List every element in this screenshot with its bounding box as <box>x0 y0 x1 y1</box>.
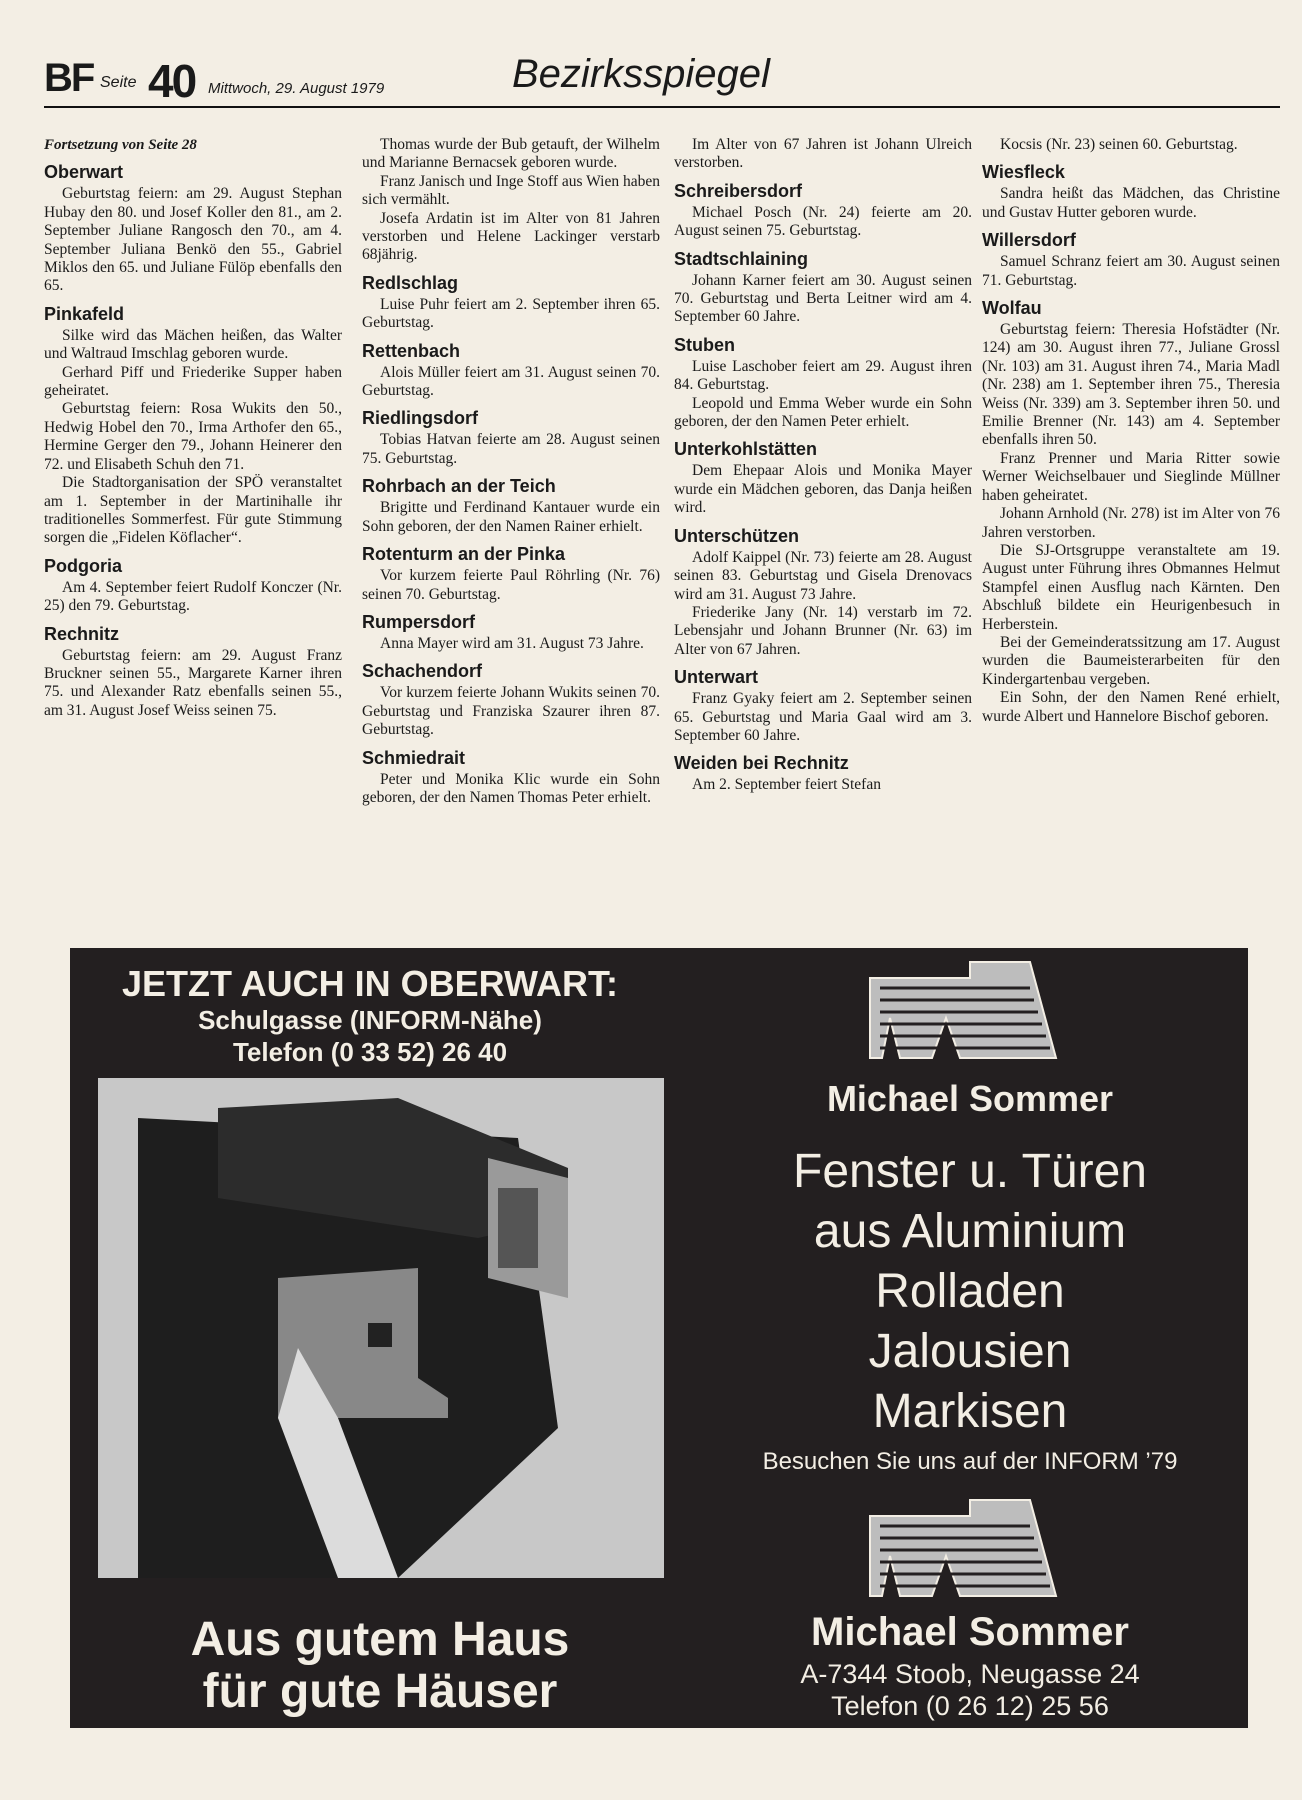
ad-street: Schulgasse (INFORM-Nähe) <box>198 1005 542 1035</box>
paragraph: Geburtstag feiern: am 29. August Franz Bruckner seinen 55., Margarete Karner ihren 75. und Alexander Ratz ebenfalls seinen 55., am 31. August Josef Weiss seinen 75. <box>44 646 342 719</box>
place-heading: Wolfau <box>982 298 1042 319</box>
page-number: 40 <box>148 55 196 107</box>
place-heading: Schreibersdorf <box>674 180 803 201</box>
paragraph: Franz Janisch und Inge Stoff aus Wien haben sich vermählt. <box>362 172 660 209</box>
paragraph: Anna Mayer wird am 31. August 73 Jahre. <box>380 634 644 652</box>
ad-slogan <box>110 1614 650 1718</box>
section-title: Bezirksspiegel <box>512 52 770 96</box>
ad-product-list <box>710 1142 1230 1442</box>
ad-address-block <box>720 1658 1220 1722</box>
paragraph: Tobias Hatvan feierte am 28. August seinen 75. Geburtstag. <box>362 431 660 467</box>
ad-brand-name-bottom: Michael Sommer <box>811 1610 1129 1654</box>
place-heading: Riedlingsdorf <box>362 408 478 429</box>
paragraph: Im Alter von 67 Jahren ist Johann Ulreich verstorben. <box>674 136 972 172</box>
place-heading: Unterkohlstätten <box>674 439 818 460</box>
place-heading: Willersdorf <box>982 230 1076 251</box>
ad-visit-note: Besuchen Sie uns auf der INFORM ’79 <box>762 1448 1178 1475</box>
paragraph: Geburtstag feiern: Rosa Wukits den 50., Hedwig Hobel den 70., Irma Arthofer den 65., Hermine Gerger den 79., Johann Heinerer den 72. und Elisabeth Schuh den 71. <box>44 400 342 473</box>
paragraph: Gerhard Piff und Friederike Supper haben geheiratet. <box>44 363 342 400</box>
slogan-line-2: für gute Häuser <box>202 1665 558 1718</box>
product-line: Markisen <box>872 1385 1068 1438</box>
paragraph: Geburtstag feiern: am 29. August Stephan Hubay den 80. und Josef Koller den 81., am 2. September Juliane Rangosch den 70., am 4. September Juliana Benkö den 55., Gabriel Miklos den 65. und Juliane Fülöp ebenfalls den 65. <box>44 185 342 295</box>
paragraph: Am 4. September feiert Rudolf Konczer (Nr. 25) den 79. Geburtstag. <box>44 578 342 615</box>
ad-headline: JETZT AUCH IN OBERWART: <box>121 963 618 1004</box>
place-heading: Schmiedrait <box>362 747 466 768</box>
paragraph: Brigitte und Ferdinand Kantauer wurde ein Sohn geboren, der den Namen Rainer erhielt. <box>362 499 660 535</box>
place-heading: Wiesfleck <box>982 162 1065 183</box>
paragraph: Michael Posch (Nr. 24) feierte am 20. August seinen 75. Geburtstag. <box>674 203 972 240</box>
paragraph: Bei der Gemeinderatssitzung am 17. August wurden die Baumeisterarbeiten für den Kindergartenbau vergeben. <box>982 633 1280 688</box>
paragraph: Am 2. September feiert Stefan <box>692 776 881 794</box>
ad-phone-oberwart: Telefon (0 33 52) 26 40 <box>232 1037 508 1067</box>
paragraph: Silke wird das Mächen heißen, das Walter und Waltraud Imschlag geboren wurde. <box>44 326 342 363</box>
paragraph: Die Stadtorganisation der SPÖ veranstaltet am 1. September in der Martinihalle ihr traditionelles Sommerfest. Für gute Stimmung sorgen die „Fidelen Köflacher“. <box>44 474 342 547</box>
ms-logo-icon <box>860 958 1060 1062</box>
paragraph: Thomas wurde der Bub getauft, der Wilhelm und Marianne Bernacsek geboren wurde. <box>362 136 660 172</box>
column-2 <box>362 136 660 807</box>
paragraph: Kocsis (Nr. 23) seinen 60. Geburtstag. <box>1000 136 1238 153</box>
ad-brand-name: Michael Sommer <box>826 1078 1114 1119</box>
paragraph: Franz Gyaky feiert am 2. September seinen 65. Geburtstag und Maria Gaal wird am 3. September 60 Jahre. <box>674 690 972 744</box>
paragraph: Adolf Kaippel (Nr. 73) feierte am 28. August seinen 83. Geburtstag und Gisela Drenovacs wird am 31. August 73 Jahre. <box>674 548 972 603</box>
issue-date: Mittwoch, 29. August 1979 <box>208 80 385 97</box>
place-heading: Weiden bei Rechnitz <box>674 753 849 774</box>
column-1 <box>44 136 342 720</box>
paragraph: Luise Laschober feiert am 29. August ihren 84. Geburtstag. <box>674 357 972 394</box>
ad-header <box>70 964 670 1068</box>
column-4 <box>982 136 1280 726</box>
paragraph: Samuel Schranz feiert am 30. August seinen 71. Geburtstag. <box>982 253 1280 289</box>
place-heading: Unterschützen <box>674 525 800 546</box>
product-line: Fenster u. Türen <box>793 1145 1147 1198</box>
advertisement <box>70 948 1248 1728</box>
product-line: Rolladen <box>875 1265 1065 1318</box>
place-heading: Redlschlag <box>362 272 459 293</box>
paragraph: Luise Puhr feiert am 2. September ihren 65. Geburtstag. <box>362 295 660 332</box>
product-line: Jalousien <box>868 1325 1072 1378</box>
paragraph: Peter und Monika Klic wurde ein Sohn geboren, der den Namen Thomas Peter erhielt. <box>362 770 660 806</box>
place-heading: Podgoria <box>44 555 123 576</box>
paragraph: Leopold und Emma Weber wurde ein Sohn geboren, der den Namen Peter erhielt. <box>674 394 972 431</box>
paragraph: Dem Ehepaar Alois und Monika Mayer wurde ein Mädchen geboren, das Danja heißen wird. <box>674 462 972 517</box>
slogan-line-1: Aus gutem Haus <box>190 1613 570 1666</box>
product-line: aus Aluminium <box>813 1205 1127 1258</box>
place-heading: Rohrbach an der Teich <box>362 476 556 497</box>
ad-address: A-7344 Stoob, Neugasse 24 <box>800 1659 1140 1689</box>
place-heading: Rotenturm an der Pinka <box>362 544 566 565</box>
masthead <box>44 52 1280 108</box>
paragraph: Josefa Ardatin ist im Alter von 81 Jahren verstorben und Helene Lackinger verstarb 68jährig. <box>362 209 660 264</box>
paragraph: Johann Arnhold (Nr. 278) ist im Alter von 76 Jahren verstorben. <box>982 505 1280 541</box>
place-heading: Pinkafeld <box>44 303 125 324</box>
paragraph: Vor kurzem feierte Johann Wukits seinen 70. Geburtstag und Franziska Szaurer ihren 87. Geburtstag. <box>362 684 660 739</box>
place-heading: Rumpersdorf <box>362 611 476 632</box>
paragraph: Die SJ-Ortsgruppe veranstaltete am 19. August unter Führung ihres Obmannes Helmut Stampfel einen Ausflug nach Kärnten. Den Abschluß bildete ein Heurigenbesuch in Herberstein. <box>982 541 1280 633</box>
paragraph: Johann Karner feiert am 30. August seinen 70. Geburtstag und Berta Leitner wird am 4. September 60 Jahre. <box>674 271 972 326</box>
place-heading: Stadtschlaining <box>674 248 809 269</box>
paragraph: Franz Prenner und Maria Ritter sowie Werner Weichselbauer und Sieglinde Müllner haben geheiratet. <box>982 449 1280 504</box>
paragraph: Geburtstag feiern: Theresia Hofstädter (Nr. 124) am 30. August ihren 77., Juliane Grossl (Nr. 103) am 31. August ihren 74., Maria Madl (Nr. 238) am 1. September ihren 75., Theresia Weiss (Nr. 339) am 3. September ihren 50. und Emilie Brenner (Nr. 143) am 4. September ebenfalls ihren 50. <box>982 321 1280 449</box>
product-photo <box>98 1078 664 1578</box>
place-heading: Unterwart <box>674 667 759 688</box>
place-heading: Stuben <box>674 334 735 355</box>
ms-logo-icon <box>860 1496 1060 1600</box>
paragraph: Vor kurzem feierte Paul Röhrling (Nr. 76) seinen 70. Geburtstag. <box>362 567 660 603</box>
article-columns <box>44 136 1280 916</box>
paragraph: Sandra heißt das Mädchen, das Christine und Gustav Hutter geboren wurde. <box>982 185 1280 221</box>
paragraph: Ein Sohn, der den Namen René erhielt, wurde Albert und Hannelore Bischof geboren. <box>982 689 1280 725</box>
page-label: Seite <box>100 74 137 91</box>
publication-logo: BF <box>44 56 94 100</box>
place-heading: Oberwart <box>44 162 124 183</box>
column-3 <box>674 136 972 795</box>
paragraph: Alois Müller feiert am 31. August seinen 70. Geburtstag. <box>362 363 660 400</box>
continuation-note: Fortsetzung von Seite 28 <box>44 137 197 153</box>
paragraph: Friederike Jany (Nr. 14) verstarb im 72. Lebensjahr und Johann Brunner (Nr. 63) im Alter von 67 Jahren. <box>674 603 972 658</box>
place-heading: Schachendorf <box>362 661 483 682</box>
place-heading: Rechnitz <box>44 623 120 644</box>
ad-phone-stoob: Telefon (0 26 12) 25 56 <box>831 1691 1109 1721</box>
place-heading: Rettenbach <box>362 340 461 361</box>
